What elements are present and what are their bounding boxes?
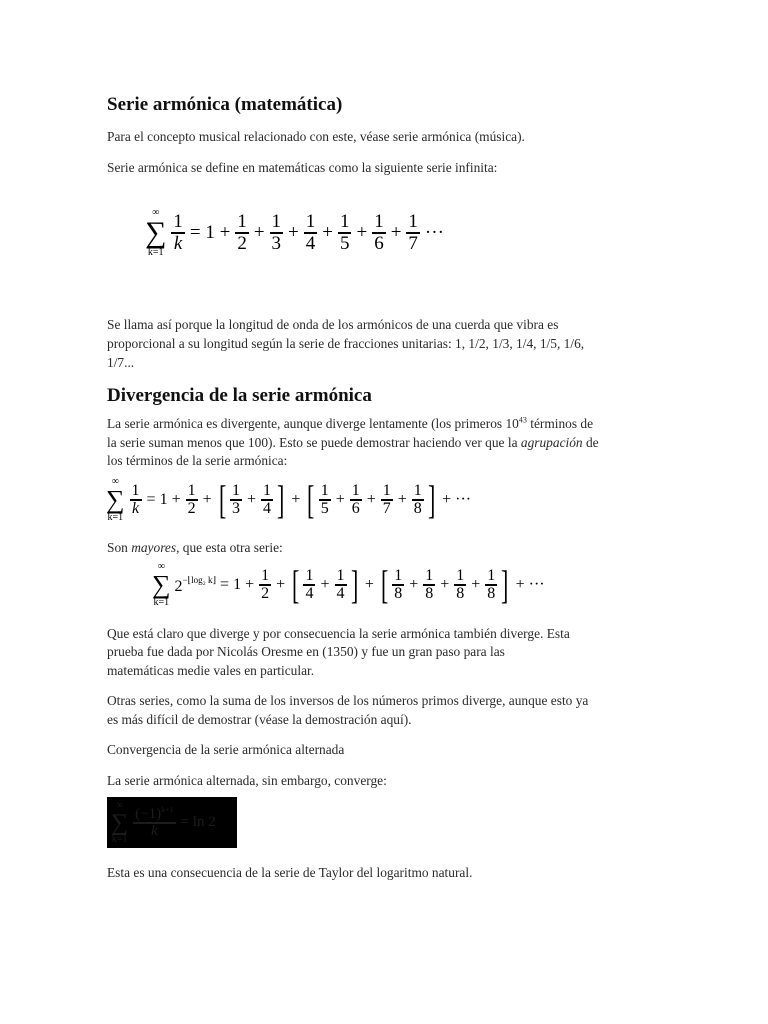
denominator: 4 — [336, 584, 345, 602]
fraction — [406, 212, 420, 253]
numerator: 1 — [394, 566, 403, 584]
formula1-terms — [234, 212, 421, 253]
paragraph-divergent-line2 — [107, 433, 599, 452]
sum-lower-limit: k=1 — [147, 247, 164, 258]
formula-harmonic-series — [145, 208, 444, 258]
fraction — [261, 483, 273, 518]
numerator — [133, 806, 175, 823]
denominator: 5 — [320, 499, 329, 517]
denominator: 4 — [305, 584, 314, 602]
numerator: 1 — [382, 481, 391, 499]
numerator: 1 — [187, 481, 196, 499]
paragraph-mayores — [107, 538, 283, 557]
denominator: 6 — [351, 499, 360, 517]
base: 2 — [174, 577, 183, 595]
plus-sign: + — [245, 576, 255, 593]
left-bracket: [ — [307, 477, 315, 522]
denominator: 8 — [394, 584, 403, 602]
left-bracket: [ — [218, 477, 226, 522]
plus-sign: + — [291, 491, 301, 508]
numerator: 1 — [425, 566, 434, 584]
term-one: 1 — [233, 576, 242, 593]
plus-sign: + — [397, 491, 407, 508]
equals-ln2: = ln 2 — [180, 814, 216, 830]
plus-sign: + — [440, 576, 450, 593]
sum-upper-limit: ∞ — [157, 561, 165, 572]
emphasis-mayores: mayores — [131, 540, 177, 555]
sigma-symbol: ∑ — [106, 485, 125, 514]
emphasis-agrupacion: agrupación — [520, 435, 583, 450]
right-bracket: ] — [427, 477, 436, 522]
bracket-group-2 — [378, 562, 512, 607]
fraction — [485, 568, 497, 603]
paragraph-alternating: La serie armónica alternada, sin embargo, converge: — [107, 773, 387, 788]
paragraph-divergent-line3: los términos de la serie armónica: — [107, 453, 288, 468]
equals-one-plus: = 1 + — [189, 222, 231, 243]
superscript: 43 — [518, 415, 527, 425]
fraction — [303, 568, 315, 603]
ellipsis: ··· — [424, 222, 444, 243]
plus-sign: + — [320, 576, 330, 593]
plus-sign: + — [253, 221, 265, 243]
numerator: 1 — [336, 566, 345, 584]
denominator: 2 — [237, 232, 247, 254]
denominator: 8 — [487, 584, 496, 602]
num-exponent: k+1 — [161, 804, 174, 814]
numerator: 1 — [305, 211, 316, 233]
plus-sign: + — [322, 221, 333, 243]
sum-operator — [106, 477, 125, 523]
fraction — [335, 568, 347, 603]
page-title: Serie armónica (matemática) — [107, 94, 343, 115]
denominator: 4 — [263, 499, 271, 517]
fraction — [350, 483, 362, 518]
paragraph-primes-line2: es más difícil de demostrar (véase la demostración aquí). — [107, 712, 412, 727]
numerator: 1 — [263, 481, 271, 499]
fraction — [270, 212, 284, 253]
numerator: 1 — [456, 566, 465, 584]
paragraph-name-origin-line2: proporcional a su longitud según la serie de fracciones unitarias: 1, 1/2, 1/3, 1/4, 1/5, 1/6, — [107, 336, 585, 351]
numerator: 1 — [231, 481, 240, 499]
numerator: 1 — [237, 211, 247, 233]
section-heading-divergence: Divergencia de la serie armónica — [107, 385, 372, 406]
numerator: 1 — [261, 566, 270, 584]
equals-sign: = — [146, 491, 156, 508]
fraction-half — [186, 483, 198, 518]
fraction — [372, 212, 386, 253]
fraction — [412, 483, 424, 518]
plus-sign: + — [335, 491, 345, 508]
paragraph-convergence-heading: Convergencia de la serie armónica alternada — [107, 742, 345, 757]
paragraph-oresme-line3: matemáticas medie vales en particular. — [107, 663, 315, 678]
text: la serie suman menos que 100). Esto se puede demostrar haciendo ver que la — [107, 435, 521, 450]
text: Son — [107, 540, 132, 555]
paragraph-name-origin-line3: 1/7... — [107, 355, 135, 370]
sum-upper-limit: ∞ — [152, 207, 160, 218]
bracket-group-1 — [216, 477, 288, 522]
paragraph-taylor: Esta es una consecuencia de la serie de Taylor del logaritmo natural. — [107, 865, 473, 880]
plus-sign: + — [356, 221, 368, 243]
numerator: 1 — [305, 566, 314, 584]
bracket-group-1 — [289, 562, 361, 607]
numerator: 1 — [173, 211, 183, 233]
numerator: 1 — [487, 566, 496, 584]
equals-sign: = — [220, 576, 230, 593]
exponent: −⌊log₂ k⌋ — [182, 574, 217, 585]
fraction-alternating — [133, 806, 175, 840]
text: La serie armónica es divergente, aunque diverge lentamente (los primeros 10 — [107, 416, 519, 431]
fraction — [230, 483, 242, 518]
denominator: 7 — [382, 499, 391, 517]
text: términos de — [526, 416, 594, 431]
text: , que esta otra serie: — [176, 540, 283, 555]
right-bracket: ] — [501, 562, 509, 607]
fraction-lhs — [130, 483, 142, 518]
denominator: k — [151, 822, 158, 839]
plus-sign: + — [409, 576, 419, 593]
numerator: 1 — [271, 211, 282, 233]
paragraph-primes-line1: Otras series, como la suma de los inversos de los números primos diverge, aunque esto ya — [107, 693, 589, 708]
paragraph-oresme-line1: Que está claro que diverge y por consecuencia la serie armónica también diverge. Esta — [107, 626, 570, 641]
denominator: 2 — [261, 584, 270, 602]
plus-sign: + — [288, 221, 299, 243]
left-bracket: [ — [292, 562, 300, 607]
plus-sign: + — [471, 576, 481, 593]
right-bracket: ] — [350, 562, 358, 607]
denominator: k — [173, 232, 183, 254]
sigma-symbol: ∑ — [111, 809, 129, 836]
plus-ellipsis: + ··· — [515, 576, 545, 593]
sigma-symbol: ∑ — [152, 570, 171, 599]
denominator: 3 — [231, 499, 240, 517]
numerator: 1 — [413, 481, 422, 499]
bracket-group-2 — [304, 477, 438, 522]
denominator: 7 — [408, 232, 418, 254]
sum-upper-limit: ∞ — [111, 476, 119, 487]
numerator: 1 — [374, 211, 384, 233]
right-bracket: ] — [276, 477, 285, 522]
denominator: 2 — [187, 499, 196, 517]
denominator: 8 — [425, 584, 434, 602]
numerator: 1 — [320, 481, 329, 499]
plus-sign: + — [171, 491, 181, 508]
plus-sign: + — [276, 576, 286, 593]
paragraph-definition: Serie armónica se define en matemáticas como la siguiente serie infinita: — [107, 160, 498, 175]
fraction-lhs — [171, 212, 185, 253]
num-base: (−1) — [135, 805, 162, 822]
numerator: 1 — [339, 211, 350, 233]
plus-sign: + — [202, 491, 212, 508]
sum-lower-limit: k=1 — [111, 833, 128, 845]
denominator: 4 — [305, 232, 316, 254]
paragraph-music-note: Para el concepto musical relacionado con este, véase serie armónica (música). — [107, 129, 525, 144]
plus-sign: + — [366, 491, 376, 508]
plus-sign: + — [390, 221, 402, 243]
formula-alternating-image — [107, 797, 237, 848]
denominator: 3 — [271, 232, 282, 254]
denominator: 6 — [374, 232, 384, 254]
text: de — [582, 435, 599, 450]
fraction — [304, 212, 318, 253]
plus-sign: + — [364, 576, 374, 593]
denominator: k — [131, 499, 140, 517]
fraction — [319, 483, 331, 518]
sum-lower-limit: k=1 — [153, 597, 170, 608]
formula-grouping — [106, 477, 471, 523]
fraction — [338, 212, 352, 253]
plus-sign: + — [246, 491, 256, 508]
denominator: 8 — [456, 584, 465, 602]
numerator: 1 — [408, 211, 418, 233]
sigma-symbol: ∑ — [145, 216, 167, 249]
fraction — [454, 568, 466, 603]
sum-operator — [111, 801, 128, 845]
paragraph-name-origin-line1: Se llama así porque la longitud de onda de los armónicos de una cuerda que vibra es — [107, 317, 559, 332]
sum-upper-limit: ∞ — [115, 799, 124, 811]
paragraph-oresme-line2: prueba fue dada por Nicolás Oresme en (1350) y fue un gran paso para las — [107, 644, 505, 659]
paragraph-divergent-line1 — [107, 414, 593, 433]
plus-ellipsis: + ··· — [442, 491, 472, 508]
fraction-half — [259, 568, 271, 603]
numerator: 1 — [131, 481, 140, 499]
power-term — [175, 575, 217, 596]
fraction — [392, 568, 404, 603]
denominator: 5 — [339, 232, 350, 254]
fraction — [381, 483, 393, 518]
sum-lower-limit: k=1 — [107, 512, 124, 523]
term-one: 1 — [159, 491, 168, 508]
sum-operator — [152, 562, 171, 608]
numerator: 1 — [351, 481, 360, 499]
sum-operator — [145, 208, 166, 258]
formula-lower-bound — [152, 562, 545, 608]
left-bracket: [ — [380, 562, 389, 607]
fraction — [235, 212, 249, 253]
fraction — [423, 568, 435, 603]
denominator: 8 — [413, 499, 422, 517]
